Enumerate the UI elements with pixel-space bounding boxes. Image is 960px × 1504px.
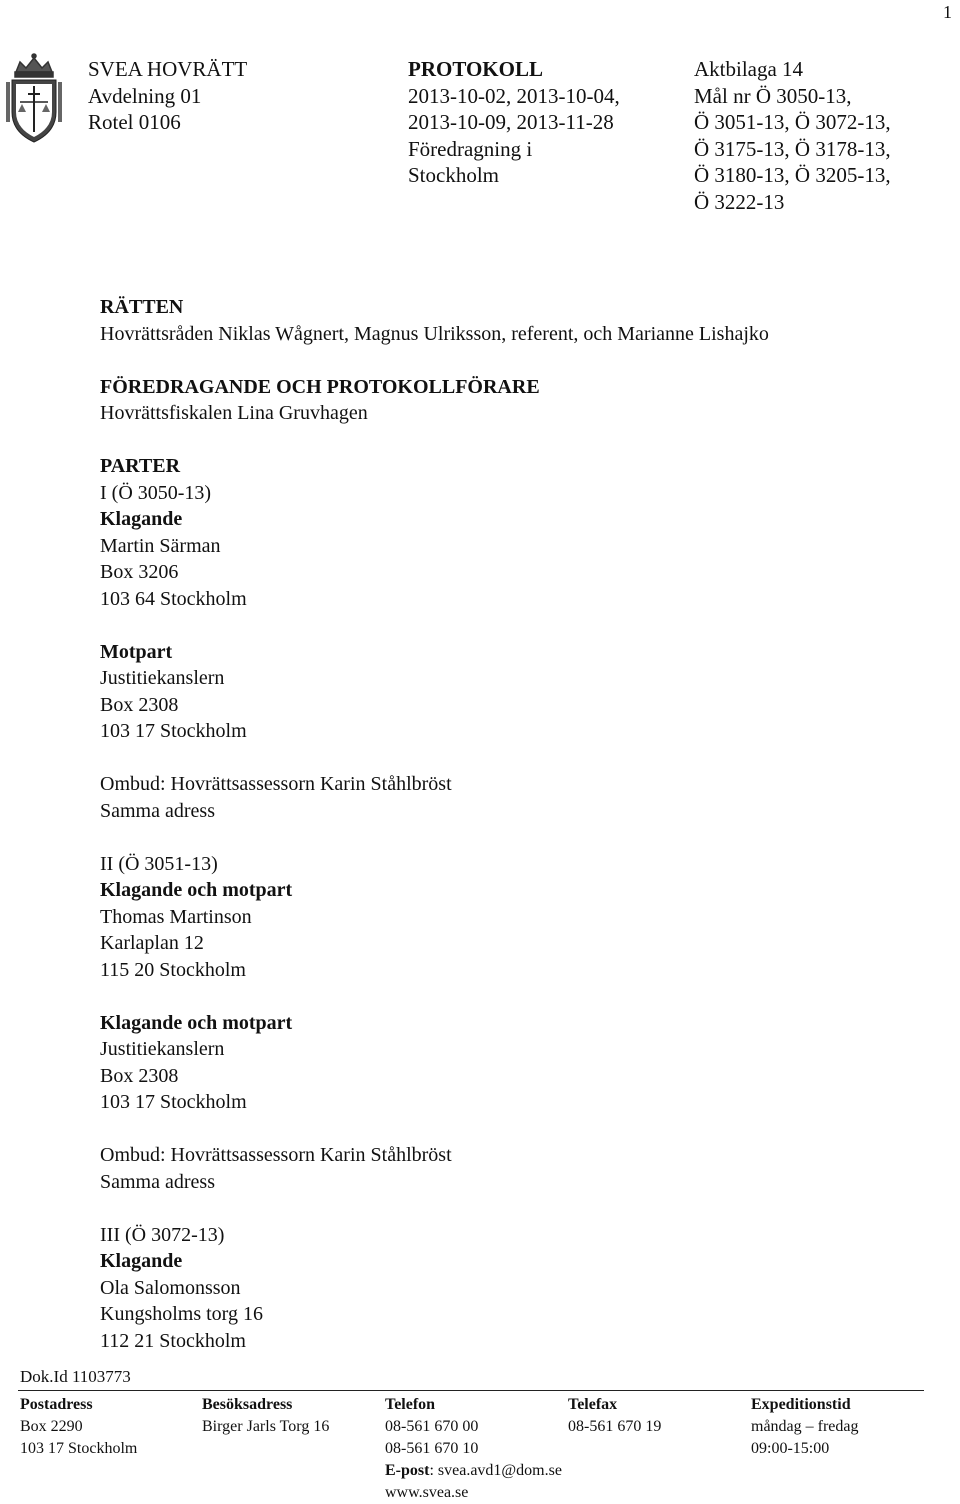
footer-telefon <box>385 1394 562 1504</box>
protocol-line: Föredragning i <box>408 136 533 161</box>
footer-value: måndag – fredag <box>751 1418 859 1435</box>
case-ref-line: Mål nr Ö 3050-13, <box>694 83 852 108</box>
footer-value: 08-561 670 19 <box>568 1418 662 1435</box>
footer-telefax <box>568 1394 661 1438</box>
ombud-line: Samma adress <box>100 1170 215 1193</box>
party-line: Justitiekanslern <box>100 667 225 689</box>
protocol-line: Stockholm <box>408 163 500 187</box>
section-heading-parter: PARTER <box>100 455 181 477</box>
case-reference <box>694 56 891 215</box>
case-ref-line: Ö 3051-13, Ö 3072-13, <box>694 110 891 134</box>
party-role: Klagande <box>100 508 183 530</box>
party-line: 103 17 Stockholm <box>100 1091 247 1113</box>
footer-label: Telefax <box>568 1396 618 1413</box>
party-line: Justitiekanslern <box>100 1038 225 1060</box>
protocol-header <box>408 56 620 189</box>
party-role: Motpart <box>100 640 173 663</box>
party-role: Klagande och motpart <box>100 1011 293 1034</box>
court-division: Avdelning 01 <box>88 83 202 108</box>
footer-value: Birger Jarls Torg 16 <box>202 1418 330 1435</box>
ombud-line: Ombud: Hovrättsassessorn Karin Ståhlbröst <box>100 773 452 795</box>
party-role: Klagande <box>100 1250 183 1272</box>
case-number: II (Ö 3051-13) <box>100 852 218 875</box>
footer-postadress <box>20 1394 137 1460</box>
page-number: 1 <box>943 2 952 22</box>
footer-besoksadress <box>202 1394 329 1438</box>
case-number: III (Ö 3072-13) <box>100 1223 225 1246</box>
ombud-line: Ombud: Hovrättsassessorn Karin Ståhlbröst <box>100 1144 452 1166</box>
document-id: Dok.Id 1103773 <box>20 1367 131 1386</box>
case-ref-line: Aktbilaga 14 <box>694 57 804 81</box>
party-line: 112 21 Stockholm <box>100 1329 246 1352</box>
case-ref-line: Ö 3175-13, Ö 3178-13, <box>694 136 891 161</box>
protocol-line: 2013-10-02, 2013-10-04, <box>408 83 620 108</box>
foredragande-text: Hovrättsfiskalen Lina Gruvhagen <box>100 402 368 424</box>
protocol-title: PROTOKOLL <box>408 57 543 81</box>
party-line: Martin Särman <box>100 534 221 557</box>
court-header <box>88 56 247 136</box>
court-seal-icon <box>2 52 66 152</box>
party-line: Box 2308 <box>100 693 179 716</box>
party-line: 103 17 Stockholm <box>100 720 247 742</box>
protocol-body <box>100 294 769 1354</box>
party-line: Karlaplan 12 <box>100 932 204 954</box>
section-heading-ratten: RÄTTEN <box>100 296 184 318</box>
party-role: Klagande och motpart <box>100 879 293 901</box>
footer-label: Telefon <box>385 1396 436 1413</box>
court-rotel: Rotel 0106 <box>88 110 181 134</box>
footer-value: 08-561 670 10 <box>385 1440 479 1457</box>
footer-label: Postadress <box>20 1396 93 1413</box>
footer-value: 09:00-15:00 <box>751 1440 830 1457</box>
case-ref-line: Ö 3222-13 <box>694 189 785 214</box>
case-number: I (Ö 3050-13) <box>100 481 212 504</box>
party-line: Ola Salomonsson <box>100 1276 241 1299</box>
footer-expeditionstid <box>751 1394 859 1460</box>
section-heading-foredragande: FÖREDRAGANDE OCH PROTOKOLLFÖRARE <box>100 375 540 398</box>
protocol-line: 2013-10-09, 2013-11-28 <box>408 110 614 134</box>
footer-email[interactable] <box>385 1460 562 1482</box>
email-address: : svea.avd1@dom.se <box>429 1462 562 1479</box>
footer-divider <box>18 1390 924 1391</box>
party-line: Kungsholms torg 16 <box>100 1303 263 1325</box>
footer-label: Besöksadress <box>202 1396 293 1413</box>
party-line: Box 3206 <box>100 561 179 583</box>
court-name: SVEA HOVRÄTT <box>88 57 248 81</box>
email-label: E-post <box>385 1462 430 1479</box>
ombud-line: Samma adress <box>100 799 215 822</box>
footer-value: Box 2290 <box>20 1418 83 1435</box>
party-line: Thomas Martinson <box>100 905 252 928</box>
party-line: 103 64 Stockholm <box>100 587 247 610</box>
ratten-text: Hovrättsråden Niklas Wågnert, Magnus Ulriksson, referent, och Marianne Lishajko <box>100 322 769 345</box>
footer-website[interactable]: www.svea.se <box>385 1484 469 1501</box>
footer-value: 103 17 Stockholm <box>20 1440 138 1457</box>
footer-value: 08-561 670 00 <box>385 1418 479 1435</box>
case-ref-line: Ö 3180-13, Ö 3205-13, <box>694 163 891 187</box>
footer-label: Expeditionstid <box>751 1396 851 1413</box>
party-line: 115 20 Stockholm <box>100 958 246 981</box>
party-line: Box 2308 <box>100 1064 179 1087</box>
